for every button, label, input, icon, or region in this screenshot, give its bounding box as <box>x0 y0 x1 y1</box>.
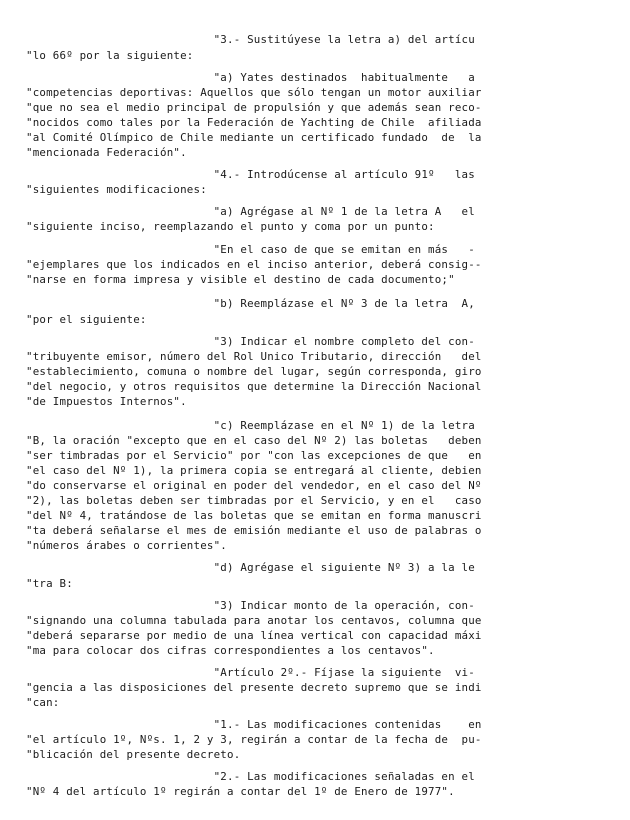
text-line: "1.- Las modificaciones contenidas en <box>26 718 482 731</box>
text-line: "establecimiento, comuna o nombre del lugar, según corresponda, giro <box>26 365 482 378</box>
text-line: "d) Agrégase el siguiente Nº 3) a la le <box>26 561 475 574</box>
text-line: "que no sea el medio principal de propulsión y que además sean reco- <box>26 101 482 114</box>
text-line: "lo 66º por la siguiente: <box>26 49 194 62</box>
text-line: "siguientes modificaciones: <box>26 183 207 196</box>
text-line: "3) Indicar monto de la operación, con- <box>26 599 475 612</box>
text-line: "B, la oración "excepto que en el caso del Nº 2) las boletas deben <box>26 434 482 447</box>
text-line: "por el siguiente: <box>26 313 147 326</box>
text-line: "tribuyente emisor, número del Rol Unico Tributario, dirección del <box>26 350 482 363</box>
text-line: "nocidos como tales por la Federación de Yachting de Chile afiliada <box>26 116 482 129</box>
text-line: "números árabes o corrientes". <box>26 539 228 552</box>
text-line: "el artículo 1º, Nºs. 1, 2 y 3, regirán a contar de la fecha de pu- <box>26 733 482 746</box>
text-line: "el caso del Nº 1), la primera copia se entregará al cliente, debien <box>26 464 482 477</box>
text-line: "tra B: <box>26 577 73 590</box>
text-line: "competencias deportivas: Aquellos que sólo tengan un motor auxiliar <box>26 86 482 99</box>
text-line: "blicación del presente decreto. <box>26 748 241 761</box>
text-line: "signando una columna tabulada para anotar los centavos, columna que <box>26 614 482 627</box>
text-line: "del negocio, y otros requisitos que determine la Dirección Nacional <box>26 380 482 393</box>
text-line: "deberá separarse por medio de una línea vertical con capacidad máxi <box>26 629 482 642</box>
text-line: "En el caso de que se emitan en más - <box>26 243 475 256</box>
text-line: "c) Reemplázase en el Nº 1) de la letra <box>26 419 475 432</box>
text-line: "ejemplares que los indicados en el inciso anterior, deberá consig-- <box>26 258 482 271</box>
text-line: "de Impuestos Internos". <box>26 395 187 408</box>
text-line: "a) Yates destinados habitualmente a <box>26 71 475 84</box>
text-line: "ser timbradas por el Servicio" por "con las excepciones de que en <box>26 449 482 462</box>
text-line: "4.- Introdúcense al artículo 91º las <box>26 168 475 181</box>
text-line: "Artículo 2º.- Fíjase la siguiente vi- <box>26 666 475 679</box>
text-line: "siguiente inciso, reemplazando el punto y coma por un punto: <box>26 220 435 233</box>
text-line: "can: <box>26 696 60 709</box>
text-line: "2), las boletas deben ser timbradas por el Servicio, y en el caso <box>26 494 482 507</box>
text-line: "gencia a las disposiciones del presente decreto supremo que se indi <box>26 681 482 694</box>
text-line: "narse en forma impresa y visible el destino de cada documento;" <box>26 273 455 286</box>
text-line: "Nº 4 del artículo 1º regirán a contar del 1º de Enero de 1977". <box>26 785 455 798</box>
text-line: "do conservarse el original en poder del vendedor, en el caso del Nº <box>26 479 482 492</box>
text-line: "a) Agrégase al Nº 1 de la letra A el <box>26 205 475 218</box>
text-line: "b) Reemplázase el Nº 3 de la letra A, <box>26 297 475 310</box>
text-line: "ta deberá señalarse el mes de emisión mediante el uso de palabras o <box>26 524 482 537</box>
text-line: "mencionada Federación". <box>26 146 187 159</box>
text-line: "del Nº 4, tratándose de las boletas que se emitan en forma manuscri <box>26 509 482 522</box>
text-line: "ma para colocar dos cifras correspondientes a los centavos". <box>26 644 435 657</box>
text-line: "3) Indicar el nombre completo del con- <box>26 335 475 348</box>
text-line: "al Comité Olímpico de Chile mediante un certificado fundado de la <box>26 131 482 144</box>
text-line: "3.- Sustitúyese la letra a) del artícu <box>26 33 475 46</box>
text-line: "2.- Las modificaciones señaladas en el <box>26 770 475 783</box>
